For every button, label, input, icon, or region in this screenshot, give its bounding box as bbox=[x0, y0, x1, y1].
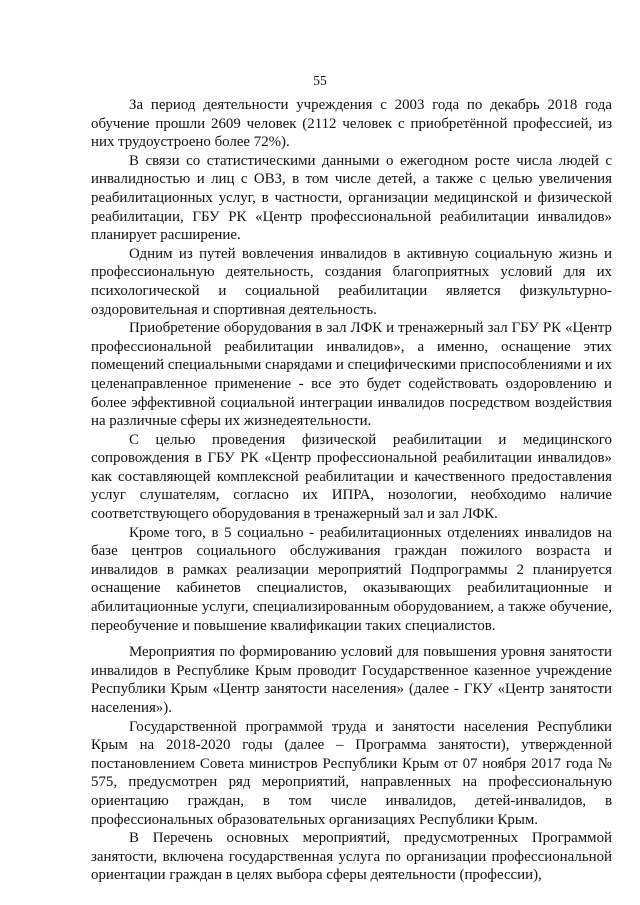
paragraph-equipment-purchase: Приобретение оборудования в зал ЛФК и тренажерный зал ГБУ РК «Центр профессиональной реабилитации инвалидов», а именно, оснащение этих помещений специальными снарядами и специфическими приспособлениями и их целенаправленное применение - все это будет содействовать оздоровлению и более эффективной социальной интеграции инвалидов посредством воздействия на различные сферы их жизнедеятельности. bbox=[91, 320, 612, 430]
paragraph-physical-rehabilitation: С целью проведения физической реабилитации и медицинского сопровождения в ГБУ РК «Центр профессиональной реабилитации инвалидов» как составляющей комплексной реабилитации и качественного предоставления услуг слушателям, согласно их ИПРА, нозологии, необходимо наличие соответствующего оборудования в тренажерный зал и зал ЛФК. bbox=[91, 431, 612, 523]
paragraph-employment-measures: Мероприятия по формированию условий для повышения уровня занятости инвалидов в Республике Крым проводит Государственное казенное учреждение Республики Крым «Центр занятости населения» (далее - ГКУ «Центр занятости населения»). bbox=[91, 644, 612, 716]
paragraph-expansion-plan: В связи со статистическими данными о ежегодном росте числа людей с инвалидностью и лиц с ОВЗ, в том числе детей, а также с целью увеличения реабилитационных услуг, в частности, организации медицинской и физической реабилитации, ГБУ РК «Центр профессиональной реабилитации инвалидов» планирует расширение. bbox=[91, 152, 612, 244]
paragraph-rehabilitation-departments: Кроме того, в 5 социально - реабилитационных отделениях инвалидов на базе центров социального обслуживания граждан пожилого возраста и инвалидов в рамках реализации мероприятий Подпрограммы 2 планируется оснащение кабинетов специалистов, оказывающих реабилитационные и абилитационные услуги, специализированным оборудованием, а также обучение, переобучение и повышение квалификации таких специалистов. bbox=[91, 524, 612, 634]
paragraph-employment-program: Государственной программой труда и занятости населения Республики Крым на 2018-2020 годы (далее – Программа занятости), утвержденной постановлением Совета министров Республики Крым от 07 ноября 2017 года № 575, предусмотрен ряд мероприятий, направленных на профессиональную ориентацию граждан, в том числе инвалидов, детей-инвалидов, в профессиональных образовательных организациях Республики Крым. bbox=[91, 718, 612, 828]
page-number: 55 bbox=[313, 73, 327, 88]
paragraph-sports-activity: Одним из путей вовлечения инвалидов в активную социальную жизнь и профессиональную деятельность, создания благоприятных условий для их психологической и социальной реабилитации является физкультурно-оздоровительная и спортивная деятельность. bbox=[91, 245, 612, 318]
document-body bbox=[91, 96, 612, 885]
paragraph-training-results: За период деятельности учреждения с 2003 года по декабрь 2018 года обучение прошли 2609 человек (2112 человек с приобретённой профессией, из них трудоустроено более 72%). bbox=[91, 97, 612, 151]
paragraph-career-guidance: В Перечень основных мероприятий, предусмотренных Программой занятости, включена государственная услуга по организации профессиональной ориентации граждан в целях выбора сферы деятельности (профессии), bbox=[91, 830, 612, 884]
